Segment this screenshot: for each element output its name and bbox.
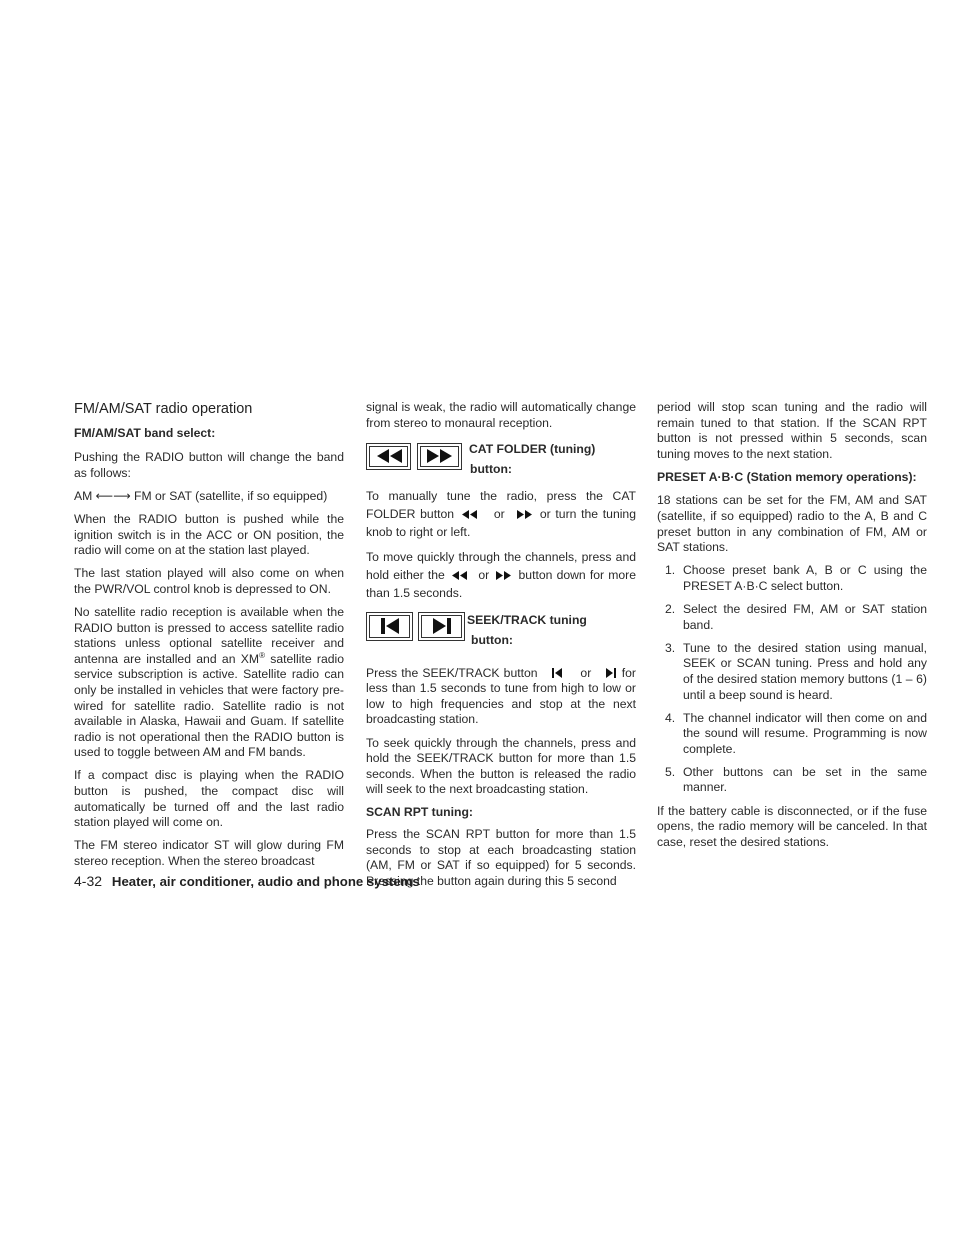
seek-track-button-figure	[366, 610, 636, 652]
paragraph	[366, 666, 636, 728]
cat-folder-button-figure	[366, 439, 636, 481]
paragraph: The last station played will also come on when the PWR/VOL control knob is depressed to ON.	[74, 566, 344, 596]
seek-forward-button-icon	[418, 612, 465, 641]
text-span: No satellite radio reception is available when the RADIO button is pressed to access satellite radio stations unless optional satellite receiver and antenna are installed and an XM	[74, 604, 344, 666]
preset-steps-list	[657, 563, 927, 796]
fast-forward-icon	[495, 571, 512, 580]
section-title: FM/AM/SAT radio operation	[74, 401, 253, 417]
label-line: button:	[470, 461, 512, 476]
label-line: SEEK/TRACK tuning	[467, 612, 587, 627]
paragraph	[366, 548, 636, 602]
step-number: 3.	[665, 640, 676, 655]
paragraph: period will stop scan tuning and the radio will remain tuned to that station. If the SCAN RPT button is not pressed within 5 seconds, scan tuning moves to the next station.	[657, 400, 927, 461]
page-number: 4-32	[74, 873, 103, 889]
text-span: or	[478, 568, 490, 583]
list-item	[657, 602, 927, 633]
fast-forward-icon	[516, 510, 533, 519]
text-span: or	[580, 665, 592, 680]
band-sequence: AM ⟵⟶ FM or SAT (satellite, if so equipped)	[74, 488, 328, 503]
seek-forward-icon	[606, 668, 616, 678]
step-number: 1.	[665, 563, 676, 578]
list-item	[657, 641, 927, 703]
text-span: To manually tune the radio, press the CAT FOLDER button	[366, 488, 636, 521]
step-text: Tune to the desired station using manual, SEEK or SCAN tuning. Press and hold any of the desired station memory buttons (1 – 6) until a beep sound is heard.	[683, 640, 927, 702]
text-span: To move quickly through the channels, press and hold either the	[366, 550, 636, 583]
seek-back-button-icon	[366, 612, 413, 641]
step-text: Select the desired FM, AM or SAT station band.	[683, 602, 927, 632]
label-line: button:	[471, 632, 513, 647]
list-item	[657, 711, 927, 758]
fast-forward-button-icon	[417, 443, 462, 470]
step-number: 4.	[665, 710, 676, 725]
scan-rpt-heading: SCAN RPT tuning:	[366, 805, 473, 820]
step-text: Choose preset bank A, B or C using the PRESET A·B·C select button.	[683, 563, 927, 593]
paragraph: 18 stations can be set for the FM, AM and SAT (satellite, if so equipped) radio to the A, B and C preset button in any combination of FM, AM or SAT stations.	[657, 493, 927, 555]
rewind-icon	[451, 571, 468, 580]
step-text: Other buttons can be set in the same manner.	[683, 764, 927, 795]
text-span: satellite radio service subscription is active. Satellite radio can only be installed in vehicles that were factory pre-wired for satellite radio. Satellite radio is not available in Alaska, Hawaii and Guam. If satellite radio is not operational then the RADIO button is used to toggle between AM and FM bands.	[74, 651, 344, 760]
step-number: 5.	[665, 764, 676, 779]
chapter-title: Heater, air conditioner, audio and phone systems	[111, 874, 420, 889]
paragraph: signal is weak, the radio will automatically change from stereo to monaural reception.	[366, 400, 636, 430]
text-span: for less than 1.5 seconds to tune from high to low or low to high frequencies and stop at the next broadcasting station.	[366, 665, 636, 727]
rewind-icon	[461, 510, 478, 519]
paragraph	[74, 605, 344, 761]
rewind-button-icon	[366, 443, 411, 470]
band-select-heading: FM/AM/SAT band select:	[74, 425, 216, 440]
paragraph	[366, 487, 636, 541]
cat-folder-label	[469, 439, 595, 479]
text-span: Press the SEEK/TRACK button	[366, 665, 538, 680]
seek-track-label	[467, 610, 587, 650]
text-span: button down for more than 1.5 seconds.	[366, 568, 637, 601]
paragraph: The FM stereo indicator ST will glow during FM stereo reception. When the stereo broadcast	[74, 838, 344, 868]
text-span: or	[493, 506, 505, 521]
list-item	[657, 765, 927, 796]
step-text: The channel indicator will then come on and the sound will resume. Programming is now complete.	[683, 710, 927, 756]
column-2	[366, 400, 636, 897]
paragraph: To seek quickly through the channels, press and hold the SEEK/TRACK button for more than 1.5 seconds. When the button is released the radio will seek to the next broadcasting station.	[366, 735, 636, 797]
paragraph: Pushing the RADIO button will change the band as follows:	[74, 450, 344, 480]
text-span: or turn the tuning knob to right or left.	[366, 506, 636, 539]
label-line: CAT FOLDER (tuning)	[469, 441, 596, 456]
paragraph: If a compact disc is playing when the RADIO button is pushed, the compact disc will automatically be turned off and the last radio station played will come on.	[74, 768, 344, 830]
step-number: 2.	[665, 602, 676, 617]
paragraph: If the battery cable is disconnected, or if the fuse opens, the radio memory will be canceled. In that case, reset the desired stations.	[657, 803, 927, 849]
column-3	[657, 400, 927, 858]
registered-mark: ®	[259, 650, 265, 660]
preset-heading: PRESET A·B·C (Station memory operations):	[657, 469, 917, 484]
list-item	[657, 563, 927, 594]
paragraph: Press the SCAN RPT button for more than 1.5 seconds to stop at each broadcasting station (AM, FM or SAT if so equipped) for 5 seconds. Pressing the button again during this 5 second	[366, 827, 636, 888]
column-1	[74, 400, 344, 877]
seek-back-icon	[552, 668, 562, 678]
page-footer	[74, 873, 420, 889]
paragraph: When the RADIO button is pushed while the ignition switch is in the ACC or ON position, the radio will come on at the station last played.	[74, 511, 344, 558]
